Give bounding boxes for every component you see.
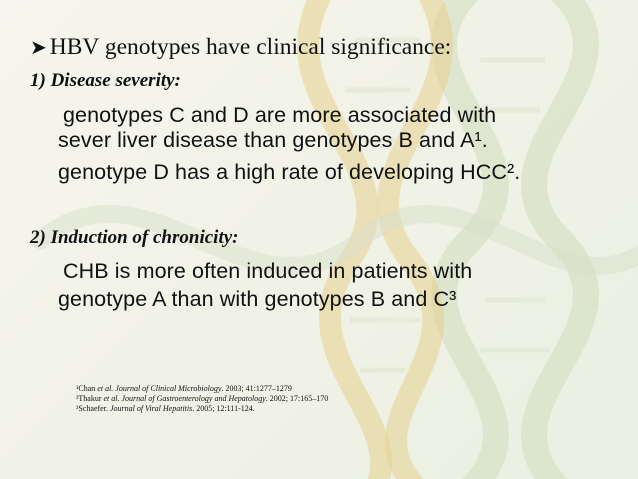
reference-2-citation: . 2002; 17:165–170 [265, 394, 329, 403]
reference-1-author: ¹Chan [76, 384, 98, 393]
reference-1 [76, 384, 328, 394]
reference-1-journal: et al. Journal of Clinical Microbiology [97, 384, 222, 393]
section2-line-1: CHB is more often induced in patients with [63, 259, 473, 283]
headline-text: HBV genotypes have clinical significance: [49, 34, 452, 60]
section-heading-induction-of-chronicity: 2) Induction of chronicity: [30, 227, 239, 248]
reference-3 [76, 404, 328, 414]
section1-line-1: genotypes C and D are more associated with [63, 103, 497, 127]
section1-line-3: genotype D has a high rate of developing HCC². [58, 160, 521, 184]
reference-1-citation: . 2003; 41:1277–1279 [221, 384, 292, 393]
slide-headline [30, 34, 451, 61]
section-heading-disease-severity: 1) Disease severity: [30, 70, 181, 91]
reference-2 [76, 394, 328, 404]
section2-line-2: genotype A than with genotypes B and C³ [58, 287, 457, 311]
reference-3-citation: . 2005; 12:111-124. [192, 404, 255, 413]
reference-3-author: ³Schaefer. [76, 404, 110, 413]
reference-3-journal: Journal of Viral Hepatitis [109, 404, 193, 413]
references-footnotes [76, 384, 328, 414]
section1-line-2: sever liver disease than genotypes B and A¹. [58, 128, 488, 152]
arrowhead-bullet-icon: ➤ [30, 37, 47, 59]
reference-2-journal: et al. Journal of Gastroenterology and Hepatology [103, 394, 266, 403]
reference-2-author: ²Thakur [76, 394, 104, 403]
